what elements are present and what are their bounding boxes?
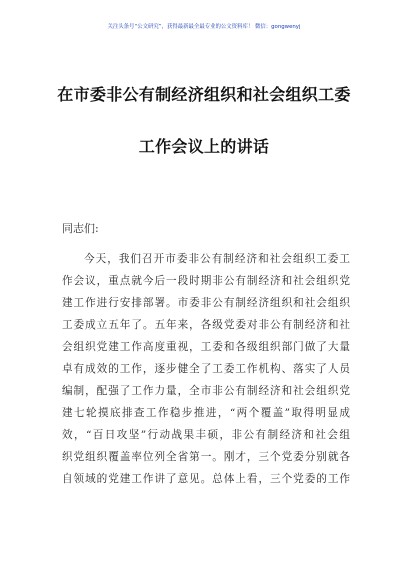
salutation: 同志们: <box>62 222 99 235</box>
body-line: 工委成立五年了。五年来，各级党委对非公有制经济和社 <box>62 319 350 331</box>
header-banner: 关注头条号“公文研究”，获得最新最全最专业的公文资料库！ 微信：gongwenyj <box>107 24 301 30</box>
body-line: 会组织党建工作高度重视，工委和各级组织部门做了大量 <box>62 341 350 353</box>
document-title-line-2: 工作会议上的讲话 <box>138 137 270 156</box>
body-line: 建工作进行安排部署。市委非公有制经济组织和社会组织 <box>62 297 350 309</box>
body-line: 作会议，重点就今后一段时期非公有制经济和社会组织党 <box>62 275 350 287</box>
body-line: 今天，我们召开市委非公有制经济和社会组织工委工 <box>84 253 350 265</box>
document-title-line-1: 在市委非公有制经济组织和社会组织工委 <box>57 85 351 104</box>
body-line: 卓有成效的工作，逐步健全了工委工作机构、落实了人员 <box>62 363 350 375</box>
body-line: 效，“百日攻坚”行动战果丰硕，非公有制经济和社会组 <box>62 429 350 441</box>
body-line: 建七轮摸底排查工作稳步推进，“两个覆盖”取得明显成 <box>62 407 350 419</box>
body-paragraph <box>62 248 350 490</box>
body-line: 织党组织覆盖率位列全省第一。刚才，三个党委分别就各 <box>62 451 350 463</box>
body-line: 自领域的党建工作讲了意见。总体上看，三个党委的工作 <box>62 473 350 485</box>
body-line: 编制，配强了工作力量，全市非公有制经济和社会组织党 <box>62 385 350 397</box>
